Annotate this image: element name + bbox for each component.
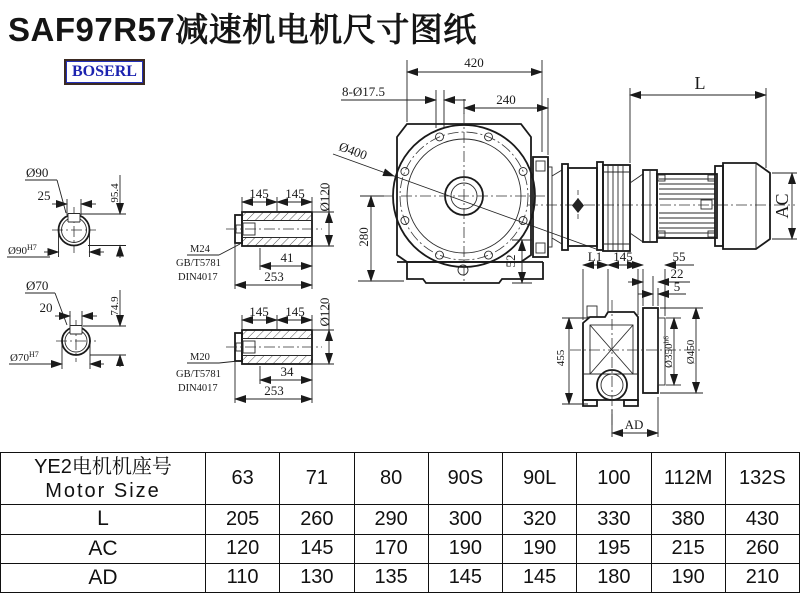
- dim-label: 25: [37, 188, 51, 203]
- standard-label: GB/T5781: [176, 258, 221, 269]
- size-col-header: 63: [206, 453, 280, 505]
- dim-label: Ø70: [26, 278, 49, 293]
- dim-label: 253: [264, 383, 284, 398]
- table-cell: 430: [725, 505, 799, 534]
- dim-label: 253: [264, 269, 284, 284]
- dim-label: 455: [555, 349, 567, 367]
- page-title: SAF97R57减速机电机尺寸图纸: [8, 11, 477, 48]
- dim-label: $Ø90^{H7}$: [8, 243, 37, 257]
- dim-label: 145: [613, 249, 633, 264]
- table-cell: 145: [280, 534, 354, 563]
- hollow-shaft-bottom: [176, 298, 334, 403]
- table-cell: 145: [503, 563, 577, 592]
- dim-label: 55: [672, 249, 686, 264]
- table-row: [1, 534, 800, 563]
- standard-label: DIN4017: [178, 272, 218, 283]
- table-cell: 320: [503, 505, 577, 534]
- table-cell: 110: [206, 563, 280, 592]
- dim-label: Ø400: [336, 138, 370, 163]
- dim-label: Ø450: [685, 339, 697, 365]
- motor-size-table: [0, 452, 800, 593]
- table-cell: 260: [280, 505, 354, 534]
- size-col-header: 90S: [428, 453, 502, 505]
- thread-label: M20: [190, 352, 210, 363]
- table-cell: 380: [651, 505, 725, 534]
- motor-fins: [659, 179, 715, 233]
- size-col-header: 100: [577, 453, 651, 505]
- table-cell: 210: [725, 563, 799, 592]
- thread-label: M24: [190, 244, 210, 255]
- dim-label: 41: [280, 250, 294, 265]
- row-label: L: [1, 505, 206, 534]
- dim-label: 420: [464, 55, 484, 70]
- dim-label: Ø120: [317, 297, 332, 327]
- dim-label: $Ø350^{h6}$: [661, 336, 675, 368]
- table-row: [1, 505, 800, 534]
- table-cell: 205: [206, 505, 280, 534]
- dim-label: 22: [670, 266, 684, 281]
- dim-label: 145: [285, 304, 305, 319]
- dim-label: 8-Ø17.5: [342, 84, 385, 99]
- dim-label: Ø90: [26, 165, 49, 180]
- table-cell: 120: [206, 534, 280, 563]
- dim-label: 145: [249, 304, 269, 319]
- gearmotor-side-view: [527, 73, 797, 257]
- size-col-header: 71: [280, 453, 354, 505]
- table-cell: 130: [280, 563, 354, 592]
- dim-label: 95.4: [109, 183, 121, 203]
- brand-logo-text: BOSERL: [66, 61, 143, 83]
- dim-label: Ø120: [317, 182, 332, 212]
- table-header-cn: YE2电机机座号: [34, 455, 172, 478]
- size-col-header: 112M: [651, 453, 725, 505]
- table-cell: 135: [354, 563, 428, 592]
- gearbox-front-view: [333, 55, 596, 284]
- dim-label: 74.9: [109, 296, 121, 316]
- shaft-section-90: [7, 165, 126, 258]
- dim-label: 145: [285, 186, 305, 201]
- dim-label: $Ø70^{H7}$: [10, 350, 39, 364]
- table-cell: 180: [577, 563, 651, 592]
- dim-label: 20: [39, 300, 53, 315]
- table-cell: 215: [651, 534, 725, 563]
- standard-label: DIN4017: [178, 383, 218, 394]
- table-cell: 190: [428, 534, 502, 563]
- standard-label: GB/T5781: [176, 369, 221, 380]
- table-cell: 290: [354, 505, 428, 534]
- dim-label: AD: [624, 417, 644, 432]
- dim-label: 145: [249, 186, 269, 201]
- gearbox-side-view: [555, 249, 703, 437]
- table-cell: 260: [725, 534, 799, 563]
- shaft-section-70: [9, 278, 126, 369]
- table-row: [1, 563, 800, 592]
- row-label: AD: [1, 563, 206, 592]
- size-col-header: 80: [354, 453, 428, 505]
- table-header-en: Motor Size: [45, 479, 161, 502]
- table-header-motor-size: [1, 453, 206, 505]
- size-col-header: 132S: [725, 453, 799, 505]
- table-cell: 170: [354, 534, 428, 563]
- row-label: AC: [1, 534, 206, 563]
- table-cell: 145: [428, 563, 502, 592]
- table-cell: 330: [577, 505, 651, 534]
- dim-label: L: [694, 73, 706, 93]
- table-cell: 190: [503, 534, 577, 563]
- hollow-shaft-top: [176, 183, 334, 289]
- dim-label: 240: [496, 92, 516, 107]
- brand-logo: [64, 59, 145, 85]
- size-col-header: 90L: [503, 453, 577, 505]
- dim-label: 5: [673, 279, 681, 294]
- dim-label: 280: [356, 227, 371, 247]
- dim-label: L1: [587, 249, 603, 264]
- table-cell: 195: [577, 534, 651, 563]
- dim-label: AC: [772, 193, 792, 219]
- dim-label: 52: [503, 254, 518, 268]
- table-cell: 190: [651, 563, 725, 592]
- dim-label: 34: [280, 364, 294, 379]
- table-cell: 300: [428, 505, 502, 534]
